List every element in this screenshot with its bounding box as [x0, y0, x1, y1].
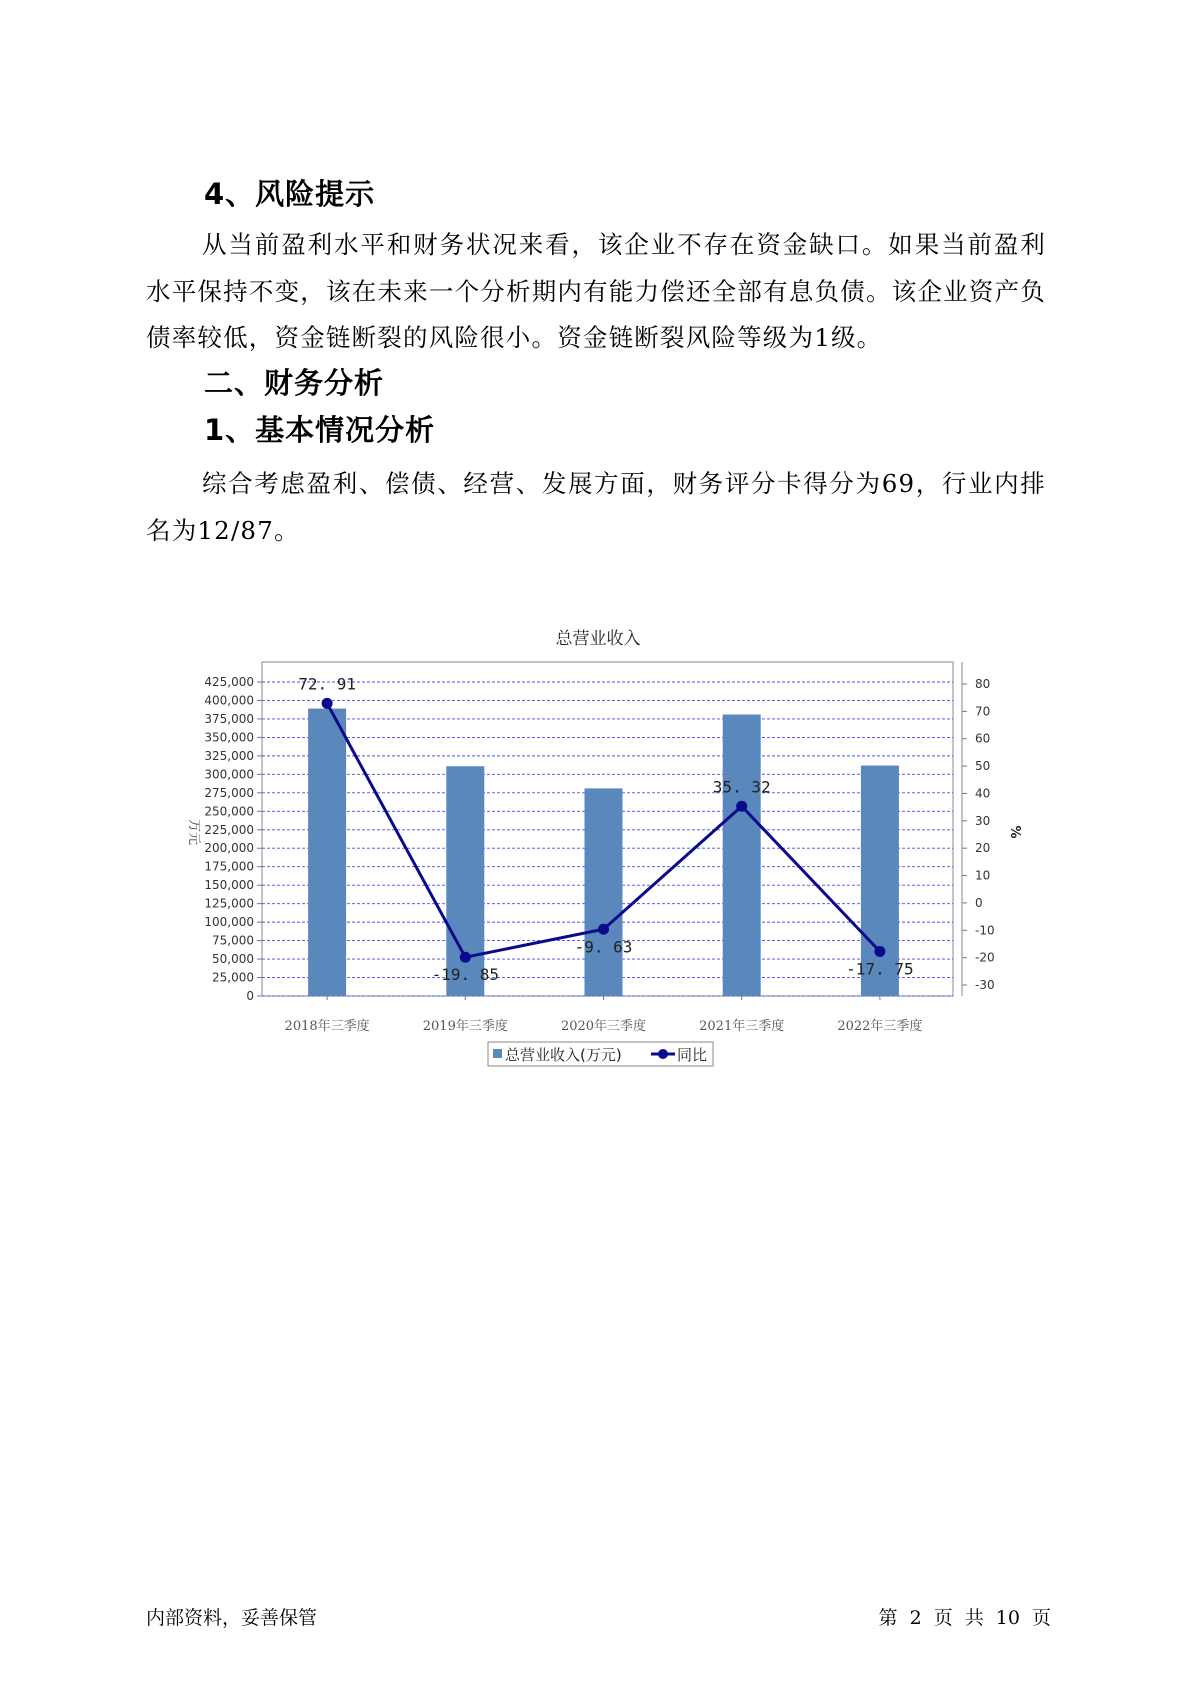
- left-tick-label: 75,000: [212, 933, 254, 948]
- paragraph-risk: 从当前盈利水平和财务状况来看，该企业不存在资金缺口。如果当前盈利水平保持不变，该在未来一个分析期内有能力偿还全部有息负债。该企业资产负债率较低，资金链断裂的风险很小。资金链断裂风险等级为1级。: [146, 230, 1046, 352]
- left-tick-label: 200,000: [204, 841, 254, 856]
- left-axis-label: 万元: [186, 818, 201, 846]
- left-tick-label: 400,000: [204, 693, 254, 708]
- legend-line-marker: [658, 1049, 668, 1059]
- paragraph-basic: 综合考虑盈利、偿债、经营、发展方面，财务评分卡得分为69，行业内排名为12/87。: [146, 469, 1046, 545]
- revenue-bar: [585, 788, 623, 996]
- legend-line-label: 同比: [677, 1046, 708, 1064]
- yoy-point: [598, 924, 609, 935]
- yoy-data-label: -17. 75: [846, 959, 914, 979]
- left-tick-label: 275,000: [204, 785, 254, 800]
- heading-risk: 4、风险提示: [204, 177, 376, 211]
- yoy-point: [736, 801, 747, 812]
- left-tick-label: 25,000: [212, 970, 254, 985]
- yoy-data-label: -9. 63: [574, 937, 633, 957]
- right-tick-label: 30: [975, 813, 991, 828]
- right-tick-label: 40: [975, 786, 991, 801]
- legend-bar-swatch: [493, 1049, 502, 1058]
- left-tick-label: 0: [246, 989, 254, 1003]
- right-tick-label: 50: [975, 759, 991, 774]
- legend-bar-label: 总营业收入(万元): [505, 1046, 622, 1064]
- heading-basic-analysis: 1、基本情况分析: [204, 413, 436, 447]
- revenue-bar: [308, 709, 346, 996]
- yoy-point: [460, 952, 471, 963]
- right-tick-label: 20: [975, 841, 991, 856]
- left-tick-label: 350,000: [204, 730, 254, 745]
- left-tick-label: 225,000: [204, 822, 254, 837]
- footer-page-number: 第 2 页 共 10 页: [878, 1607, 1051, 1629]
- yoy-data-label: -19. 85: [431, 965, 500, 985]
- right-tick-label: -20: [975, 950, 995, 965]
- left-tick-label: 425,000: [204, 675, 254, 689]
- x-tick-label: 2021年三季度: [699, 1019, 785, 1034]
- yoy-point: [874, 946, 885, 957]
- left-tick-label: 125,000: [204, 896, 254, 911]
- left-tick-label: 50,000: [212, 952, 254, 967]
- yoy-point: [322, 698, 333, 709]
- footer-confidential: 内部资料，妥善保管: [146, 1607, 318, 1629]
- right-tick-label: 10: [975, 868, 991, 883]
- revenue-bar: [723, 715, 761, 996]
- right-axis-label: %: [1007, 825, 1022, 839]
- left-tick-label: 100,000: [204, 915, 254, 930]
- x-tick-label: 2020年三季度: [560, 1019, 647, 1034]
- x-tick-label: 2019年三季度: [422, 1019, 508, 1034]
- right-tick-label: -30: [975, 978, 995, 992]
- yoy-data-label: 72. 91: [298, 674, 356, 694]
- left-tick-label: 325,000: [204, 748, 254, 763]
- left-tick-label: 175,000: [204, 859, 254, 874]
- chart-title: 总营业收入: [555, 629, 641, 649]
- right-tick-label: -10: [975, 923, 995, 938]
- left-tick-label: 375,000: [204, 711, 254, 726]
- right-tick-label: 60: [975, 731, 991, 746]
- x-tick-label: 2018年三季度: [284, 1019, 370, 1034]
- right-tick-label: 70: [975, 704, 991, 719]
- left-tick-label: 250,000: [204, 804, 254, 819]
- x-tick-label: 2022年三季度: [837, 1019, 923, 1034]
- left-tick-label: 150,000: [204, 878, 254, 893]
- yoy-data-label: 35. 32: [712, 777, 771, 797]
- right-tick-label: 80: [975, 677, 991, 691]
- right-tick-label: 0: [975, 895, 983, 910]
- left-tick-label: 300,000: [204, 767, 254, 782]
- heading-financial-analysis: 二、财务分析: [204, 366, 385, 400]
